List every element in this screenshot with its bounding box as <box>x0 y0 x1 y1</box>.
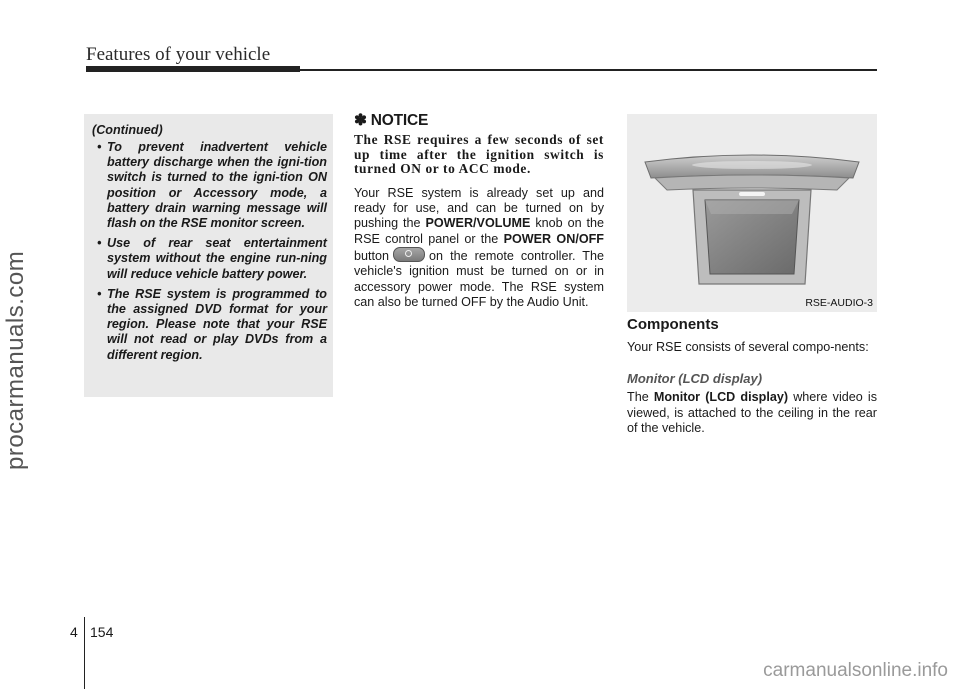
power-onoff-label: POWER ON/OFF <box>503 231 604 246</box>
header-rule-thick <box>86 66 300 72</box>
caution-item: • The RSE system is programmed to the assigned DVD format for your region. Please note that your RSE will not read or play DVDs from a different region. <box>97 286 327 362</box>
remote-power-button-icon <box>393 247 425 262</box>
continued-label: (Continued) <box>92 123 163 137</box>
components-heading: Components <box>627 316 719 333</box>
notice-section <box>354 111 604 310</box>
bottom-watermark: carmanualsonline.info <box>763 660 948 681</box>
monitor-description: The Monitor (LCD display) where video is viewed, is attached to the ceiling in the rear of the vehicle. <box>627 390 878 435</box>
overhead-monitor-illustration <box>627 114 877 312</box>
notice-star-icon: ✽ <box>354 112 367 129</box>
notice-title: ✽ NOTICE <box>354 112 429 129</box>
caution-list <box>92 140 327 363</box>
components-intro: Your RSE consists of several compo-nents: <box>627 340 869 354</box>
power-volume-label: POWER/VOLUME <box>425 216 531 231</box>
page-number: 154 <box>90 624 114 640</box>
monitor-subheading: Monitor (LCD display) <box>627 371 763 387</box>
footer-divider <box>84 617 85 689</box>
figure-caption: RSE-AUDIO-3 <box>805 297 873 309</box>
caution-item: • To prevent inadvertent vehicle battery discharge when the igni-tion switch is turned to the igni-tion ON position or Accessory mode, a battery drain warning message will flash on the RSE monitor screen. <box>97 140 327 231</box>
continued-caution-box <box>84 114 333 397</box>
notice-body: Your RSE system is already set up and ready for use, and can be turned on by pushing the POWER/VOLUME knob on the RSE control panel or the POWER ON/OFF button on the remote controller. The vehicle's ignition must be turned on or in accessory power mode. The RSE system can also be turned OFF by the Audio Unit. <box>354 185 605 309</box>
chapter-number: 4 <box>70 624 78 640</box>
notice-bold-text: The RSE requires a few seconds of set up time after the ignition switch is turned ON or to ACC mode. <box>354 132 604 177</box>
page-header-title: Features of your vehicle <box>86 44 271 65</box>
caution-item: • Use of rear seat entertainment system without the engine run-ning will reduce vehicle battery power. <box>97 236 327 281</box>
header-rule-thin <box>300 69 877 71</box>
rse-monitor-figure <box>627 114 877 312</box>
monitor-bold-label: Monitor (LCD display) <box>653 390 789 405</box>
components-section <box>627 316 877 436</box>
side-watermark: procarmanuals.com <box>2 250 29 470</box>
